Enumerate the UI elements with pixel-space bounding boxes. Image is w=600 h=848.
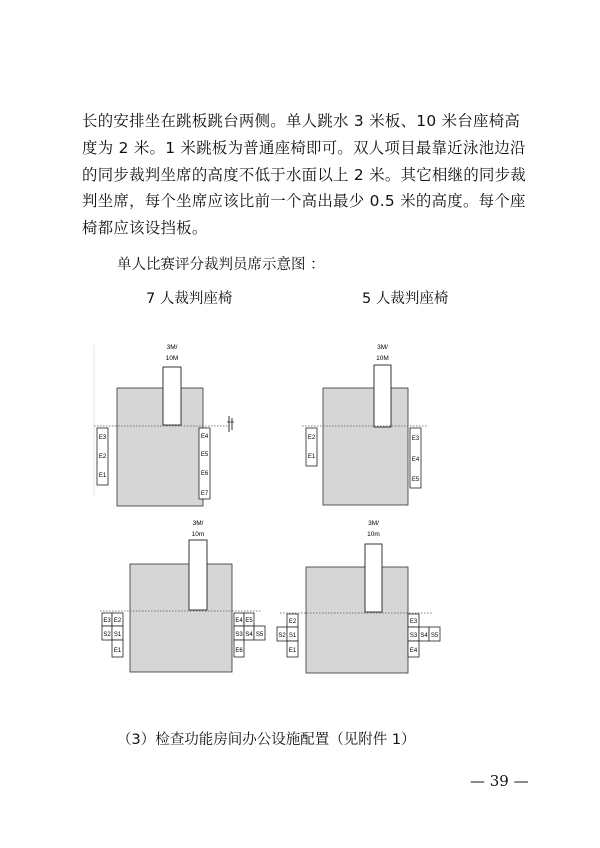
seat-label: E2	[98, 454, 107, 460]
seat-label: E5	[411, 477, 420, 483]
paragraph-line: 的同步裁判坐席的高度不低于水面以上 2 米。其它相继的同步裁	[82, 165, 527, 184]
board-label: 10M	[165, 355, 179, 362]
diving-board	[163, 367, 181, 425]
board-label: 3M/	[368, 520, 379, 527]
panel-5-judges-top	[302, 344, 428, 505]
seat-label: E2	[288, 619, 297, 625]
diving-board	[189, 540, 207, 610]
pool-area	[323, 388, 408, 505]
seat-label: S2	[103, 632, 111, 638]
seat-label: E7	[200, 491, 209, 497]
page-number: — 39 —	[470, 772, 529, 790]
seat-label: E4	[200, 434, 209, 440]
seat-block	[306, 428, 317, 466]
panel-7-judges-top	[94, 344, 234, 506]
seat-label: E2	[307, 435, 316, 441]
seat-label: E4	[235, 618, 243, 624]
board-label: 10M	[376, 355, 389, 362]
seat-label: E1	[98, 473, 107, 479]
seat-label: E3	[98, 435, 107, 441]
figure-intro: 单人比赛评分裁判员席示意图 ：	[117, 257, 325, 273]
board-label: 3M/	[377, 344, 388, 351]
seat-label: E1	[113, 648, 122, 654]
seat-cluster-right-labels	[235, 618, 264, 654]
seat-label: E5	[245, 618, 253, 624]
seat-label: E2	[113, 618, 122, 624]
seat-label: E6	[235, 648, 243, 654]
panel-5-judges-bottom	[277, 520, 440, 673]
seat-label: S3	[235, 632, 243, 638]
seat-column-right	[410, 428, 421, 488]
seat-label: E5	[200, 452, 209, 458]
pool-area	[117, 388, 203, 506]
seat-label: E3	[103, 618, 111, 624]
board-label: 10m	[191, 531, 205, 538]
seat-label: E1	[307, 454, 316, 460]
seat-label: S2	[278, 633, 286, 639]
pool-area	[130, 564, 232, 672]
seat-label: E3	[411, 436, 420, 442]
unreadable-vertical-mark	[227, 416, 234, 432]
seat-label: S1	[288, 633, 297, 639]
board-label: 3M/	[192, 520, 204, 527]
paragraph-line: 长的安排坐在跳板跳台两侧。单人跳水 3 米板、10 米台座椅高	[82, 112, 521, 130]
seat-column-right	[199, 428, 210, 499]
seat-label: E4	[409, 648, 418, 654]
section-item: （3）检查功能房间办公设施配置（见附件 1）	[117, 732, 416, 748]
seat-label: S3	[409, 633, 418, 639]
seat-label: E1	[288, 648, 297, 654]
diving-board	[374, 365, 391, 427]
seat-label: E3	[409, 619, 418, 625]
seat-cluster-right-labels	[410, 619, 439, 654]
panel-7-judges-bottom	[100, 520, 265, 672]
seat-label: S5	[255, 632, 264, 638]
seat-label: E6	[200, 471, 209, 477]
paragraph-line: 判坐席，每个坐席应该比前一个高出最少 0.5 米的高度。每个座	[82, 192, 526, 211]
seat-label: S4	[420, 633, 428, 639]
seat-label: S5	[430, 633, 439, 639]
seat-label: S4	[245, 632, 253, 638]
caption-7-judges: 7 人裁判座椅	[146, 291, 233, 307]
pool-area	[306, 567, 408, 673]
caption-5-judges: 5 人裁判座椅	[362, 291, 449, 307]
seat-label: E4	[411, 457, 420, 463]
board-label: 3M/	[166, 344, 178, 351]
paragraph-line: 椅都应该设挡板。	[82, 219, 208, 238]
board-label: 10m	[367, 531, 380, 538]
seat-column-left	[306, 428, 317, 466]
seat-column-left	[97, 428, 108, 485]
paragraph-line: 度为 2 米。1 米跳板为普通座椅即可。双人项目最靠近泳池边沿	[82, 138, 526, 157]
diving-board	[365, 544, 382, 612]
seat-label: S1	[113, 632, 122, 638]
